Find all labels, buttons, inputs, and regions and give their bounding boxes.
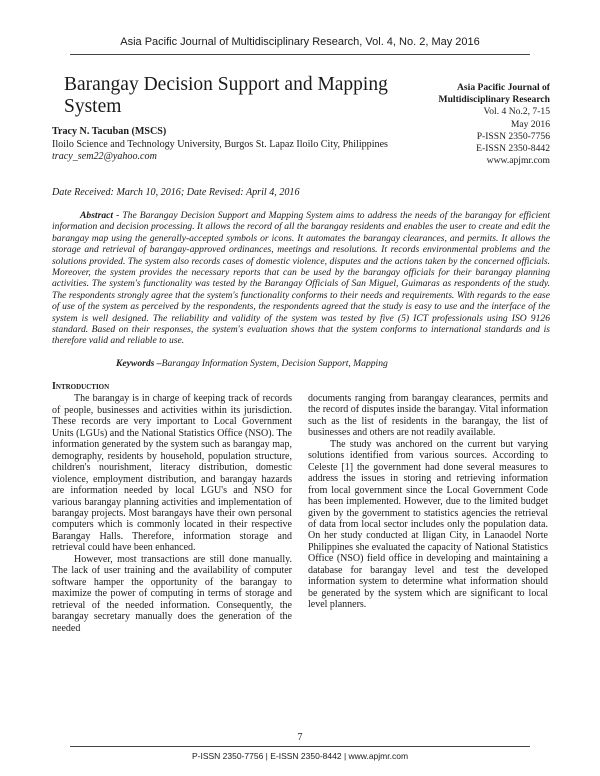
author-email: tracy_sem22@yahoo.com xyxy=(52,151,157,163)
header-rule xyxy=(70,54,530,55)
journal-volume: Vol. 4 No.2, 7-15 xyxy=(483,106,550,118)
footer-issn: P-ISSN 2350-7756 | E-ISSN 2350-8442 | www.apjmr.com xyxy=(191,751,409,761)
paragraph: The barangay is in charge of keeping track of records of people, businesses and activities within its jurisdiction. These records are very important to Local Government Units (LGUs) and the National Statistics Office (NSO). The information generated by the system such as barangay map, demography, residents by household, population structure, children's nourishment, literacy distribution, domestic violence, employment distribution, and barangay hazards are information needed by local LGU's and NSO for various barangay planning activities and implementation of barangay projects. Most barangays have their own personal computers which is commonly located in their respective Barangay Halls. Therefore, information storage and retrieval could have been enhanced. xyxy=(52,393,292,554)
article-dates: Date Received: March 10, 2016; Date Revised: April 4, 2016 xyxy=(52,187,300,198)
running-header: Asia Pacific Journal of Multidisciplinary Research, Vol. 4, No. 2, May 2016 xyxy=(120,36,480,48)
footer-rule xyxy=(70,746,530,747)
journal-eissn: E-ISSN 2350-8442 xyxy=(476,143,550,155)
journal-name: Asia Pacific Journal of Multidisciplinary Research xyxy=(438,82,550,106)
body-column-right xyxy=(308,393,548,611)
paragraph: The study was anchored on the current but varying solutions identified from various sources. According to Celeste [1] the government had done several measures to address the issues in storing and retrieving information from local government since the Local Government Code has been implemented. However, due to the limited budget given by the government to statistics agencies the retrieval of data from local sector includes only the population data. On her study conducted at Iligan City, in Lanaodel Norte Philippines she evaluated the capacity of National Statistics Office (NSO) field office in developing and maintaining a database for barangay level and test the developed information system to determine what information should be generated by the system which are significant to local level planners. xyxy=(308,438,548,611)
author-affiliation: Iloilo Science and Technology University, Burgos St. Lapaz Iloilo City, Philippines xyxy=(52,138,388,150)
abstract-text: The Barangay Decision Support and Mapping System aims to address the needs of the barangay for efficient information and decision processing. It allows the record of all the barangay residents and enables the user to create and edit the barangay map using the generally-accepted symbols or icons. It automates the barangay clearances, and permits. It allows the storage and retrieval of barangay-approved ordinances, meetings and resolutions. It records environmental problems and the solutions provided. The system also records cases of domestic violence, disputes and the actions taken by the concerned officials. Moreover, the system provides the necessary reports that can be used by the barangay officials for their barangay planning activities. The system's functionality was tested by the Barangay Officials of San Miguel, Guimaras as respondents of the study. The respondents strongly agree that the system's functionality conforms to their needs and requirements. With regards to the ease of use of the system as perceived by the respondents, the respondents agreed that the study is easy to use and the interface of the system is well designed. The reliability and validity of the system was tested by five (5) ICT professionals using ISO 9126 standard. Based on their responses, the system's evaluation shows that the system conforms to international standards and is therefore valid and reliable to use. xyxy=(52,210,550,347)
keywords-lead: Keywords – xyxy=(116,358,162,369)
keywords xyxy=(116,358,388,369)
article-title: Barangay Decision Support and Mapping System xyxy=(64,74,388,117)
section-heading: Introduction xyxy=(52,381,110,392)
body-column-left xyxy=(52,381,292,634)
page-number: 7 xyxy=(297,732,303,743)
abstract-lead: Abstract - xyxy=(80,210,120,221)
keywords-text: Barangay Information System, Decision Support, Mapping xyxy=(161,358,388,369)
journal-info-box xyxy=(410,82,550,167)
journal-website: www.apjmr.com xyxy=(486,155,550,167)
author-block xyxy=(52,126,392,164)
paragraph: documents ranging from barangay clearances, permits and the record of disputes inside the barangay. Vital information such as the list of residents in the barangay, the list of businesses and others are not readily available. xyxy=(308,393,548,439)
paragraph: However, most transactions are still done manually. The lack of user training and the availability of computer software hamper the opportunity of the barangay to maximize the power of computing in terms of storage and retrieval of the needed information. Consequently, the barangay secretary manually does the generation of the needed xyxy=(52,553,292,634)
journal-pissn: P-ISSN 2350-7756 xyxy=(476,130,550,142)
journal-date: May 2016 xyxy=(510,118,550,130)
author-name: Tracy N. Tacuban (MSCS) xyxy=(52,126,167,137)
abstract xyxy=(52,210,550,347)
